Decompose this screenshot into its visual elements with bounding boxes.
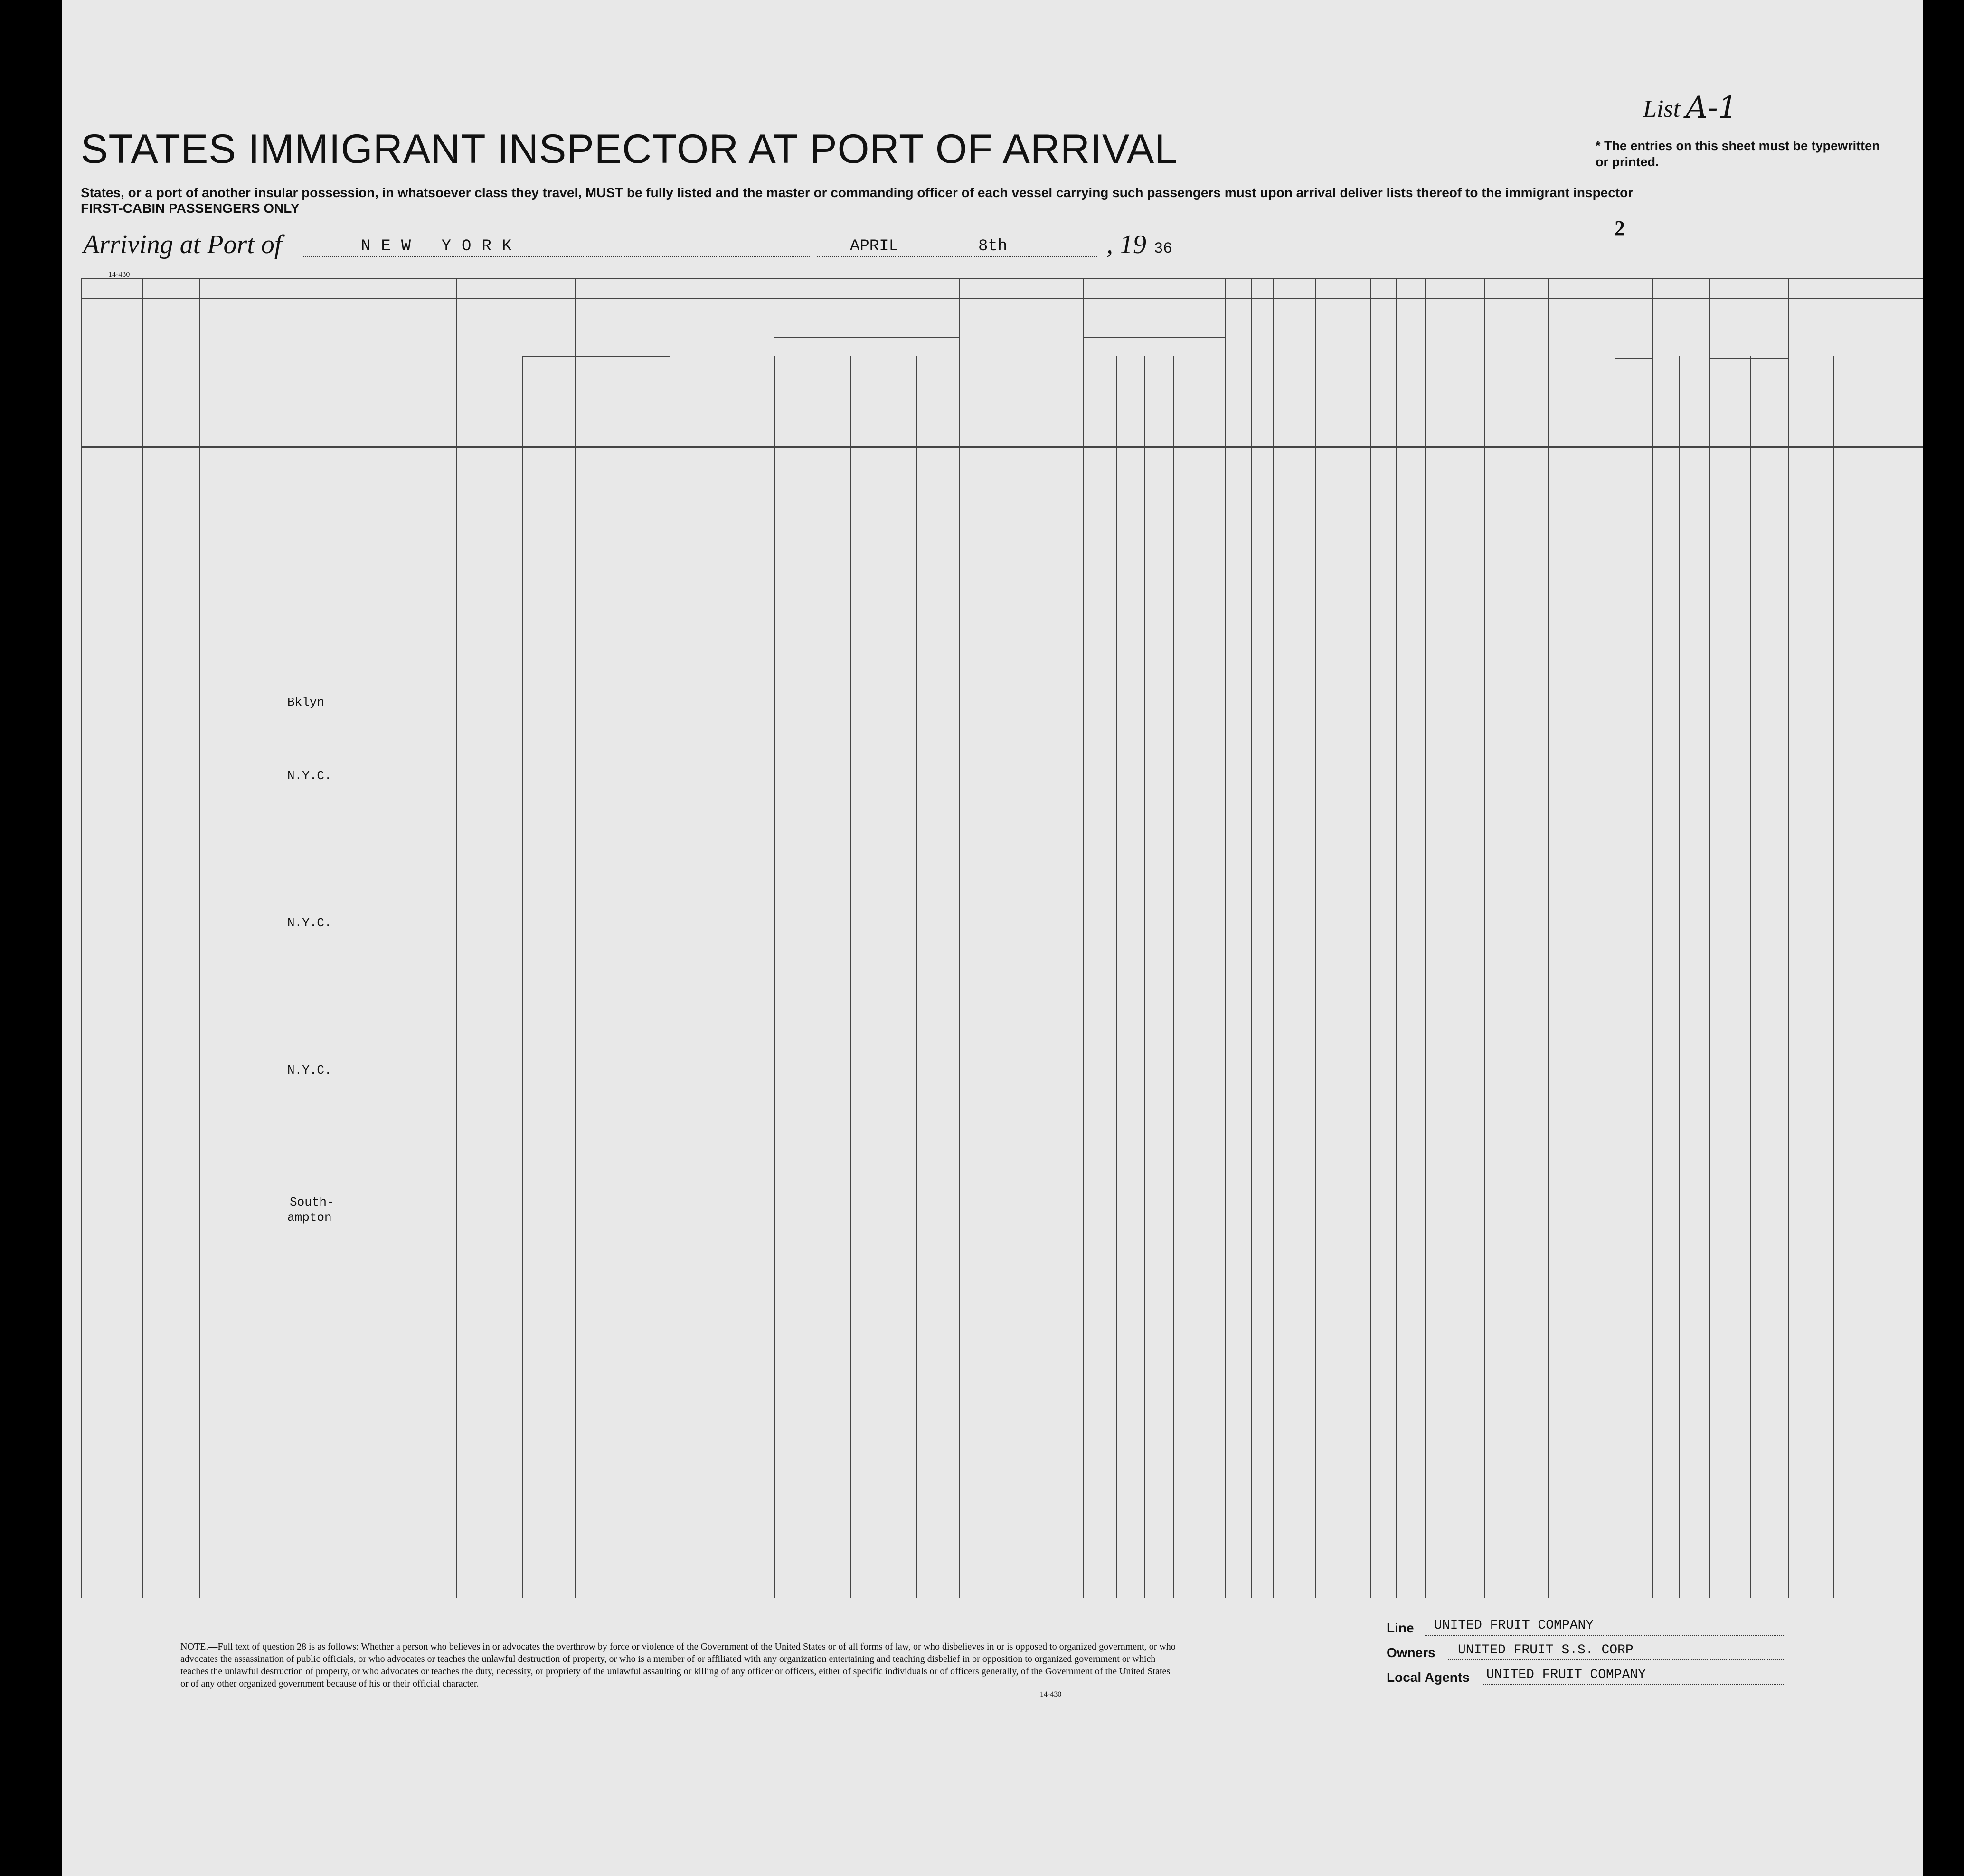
agents-rule [1482,1684,1785,1685]
column-rule [959,278,960,1598]
year-suffix: 36 [1154,240,1172,257]
column-rule [199,278,200,1598]
sub-rule [1083,337,1225,338]
list-value: A-1 [1686,90,1737,125]
dest-city: N.Y.C. [287,916,332,930]
sub-rule [1709,358,1788,359]
column-rule [1370,278,1371,1598]
sub-column-rule [774,356,775,1598]
date-line [817,256,1097,257]
header-feet [1617,392,1629,439]
line-label: Line [1387,1621,1414,1635]
agents-label: Local Agents [1387,1670,1470,1685]
sub-column-rule [916,356,917,1598]
line-rule [1425,1635,1785,1636]
sub-column-rule [1750,356,1751,1598]
header-arrested [1429,306,1448,444]
month-value: APRIL [850,237,899,255]
manifest-table [81,278,1923,1593]
header-purpose-c [1149,339,1168,444]
column-rule [1548,278,1549,1598]
dest-city: N.Y.C. [287,769,332,783]
column-rule [1225,278,1226,1598]
punch-hole [33,1151,61,1179]
line-value: UNITED FRUIT COMPANY [1434,1618,1594,1633]
header-ticket [577,306,594,444]
port-line [302,256,810,257]
column-rule [1251,278,1252,1598]
sub-column-rule [1679,356,1680,1598]
header-anarchist [1287,306,1299,444]
dest-city: Bklyn [287,695,325,709]
dest-city: N.Y.C. [287,1063,332,1077]
column-rule [1273,278,1274,1598]
header-purpose-b [1121,339,1140,444]
owners-value: UNITED FRUIT S.S. CORP [1458,1643,1634,1658]
punch-hole [33,349,61,377]
form-code: 14-430 [108,271,130,279]
instructions-text: States, or a port of another insular possession, in whatsoever class they travel, MUST be fully listed and the master or commanding officer of each vessel carrying such passengers must upon arrival deliver lists thereof to the immigrant inspector [81,185,1634,200]
header-overthrow [1318,306,1368,444]
punch-hole [33,1451,61,1478]
header-labor-offer [1372,306,1395,444]
sub-column-rule [1173,356,1174,1598]
column-rule [1709,278,1710,1598]
punch-hole [33,1531,61,1559]
sub-column-rule [850,356,851,1598]
column-rule [1083,278,1084,1598]
column-rule [1484,278,1485,1598]
column-rule [81,278,82,1598]
header-bottom-rule [81,446,1923,448]
header-polygamist [1256,306,1268,444]
manifest-page [62,0,1923,1876]
sub-rule [774,337,959,338]
column-rule [456,278,457,1598]
header-purpose-a [1086,339,1115,444]
entries-note: * The entries on this sheet must be typewritten or printed. [1596,139,1880,169]
arriving-label: Arriving at Port of [83,230,282,259]
list-label: List [1643,95,1681,123]
sub-column-rule [1144,356,1145,1598]
column-rule [1425,278,1426,1598]
column-rule [1315,278,1316,1598]
sub-column-rule [1833,356,1834,1598]
punch-hole [33,265,61,292]
column-rule [1396,278,1397,1598]
column-rule [575,278,576,1598]
owners-rule [1448,1659,1785,1660]
agents-value: UNITED FRUIT COMPANY [1486,1668,1646,1682]
header-complexion [1660,349,1674,444]
dest-city-2: South- [290,1195,334,1209]
column-rule [1788,278,1789,1598]
sub-rule [522,356,670,357]
header-fifty-dollars [672,306,689,444]
header-top-rule [81,278,1923,279]
sub-rule [1615,358,1652,359]
footnote: NOTE.—Full text of question 28 is as follows: Whether a person who believes in or advocates the overthrow by force or violence of the Government of the United States or of all forms of law, or who disbelieves in or is opposed to organized government, or who advocates the assassination of public officials, or who advocates or teaches the unlawful destruction of property, or who is a member of or affiliated with any organization entertaining and teaching disbelief in or opposition to organized government or which teaches the unlawful destruction of property, or who advocates or teaches the duty, necessity, or propriety of the unlawful assaulting or killing of any officer or officers, either of specific individuals or of officers generally, of the Government of the United States or of any other organized government because of his or their official character. [180,1641,1176,1689]
dest-city: ampton [287,1210,332,1225]
header-prison [1228,306,1250,444]
punch-hole [33,577,61,604]
sub-column-rule [522,356,523,1598]
sub-column-rule [1116,356,1117,1598]
port-value: NEW YORK [361,237,522,255]
page-title: STATES IMMIGRANT INSPECTOR AT PORT OF ARRIVAL [81,126,1178,172]
column-rule [1652,278,1653,1598]
column-rule [142,278,143,1598]
owners-label: Owners [1387,1645,1435,1660]
day-value: 8th [978,237,1008,255]
year-prefix: , 19 [1106,230,1146,259]
header-excluded [1398,306,1422,444]
footnote-code: 14-430 [1040,1690,1062,1698]
header-inches [1638,392,1651,439]
first-cabin-label: FIRST-CABIN PASSENGERS ONLY [81,201,300,216]
page-number: 2 [1615,217,1625,240]
column-number-rule [81,298,1923,299]
